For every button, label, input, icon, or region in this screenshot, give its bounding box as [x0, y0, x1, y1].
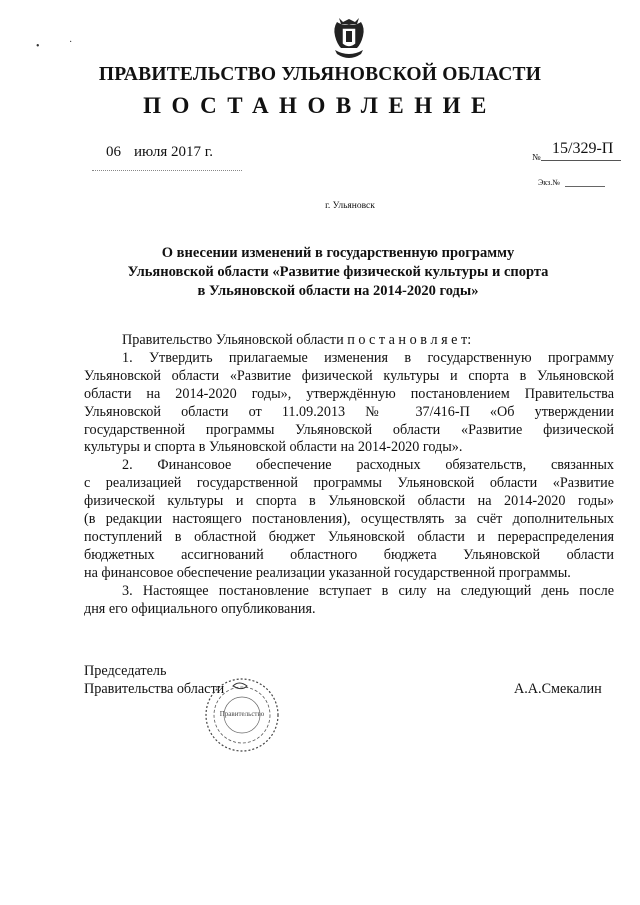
document-subject — [0, 244, 640, 301]
coat-of-arms-icon — [327, 14, 371, 64]
body-intro: Правительство Ульяновской области п о с т а н о в л я е т: — [122, 332, 472, 348]
city: г. Ульяновск — [325, 201, 375, 211]
copy-number-label: Экз.№ — [538, 178, 560, 187]
copy-number-underline — [565, 186, 605, 187]
body-line: государственной программы Ульяновской области «Развитие физической — [84, 421, 614, 438]
body-line: на финансовое обеспечение реализации указанной государственной программы. — [84, 564, 571, 581]
body-line: 1. Утвердить прилагаемые изменения в государственную программу — [122, 349, 614, 366]
date-month-year: июля 2017 г. — [134, 144, 213, 160]
body-line: физической культуры и спорта в Ульяновской области на 2014-2020 годы» — [84, 493, 614, 510]
date-day: 06 — [106, 144, 121, 160]
body-line: с реализацией государственной программы Ульяновской области «Развитие — [84, 475, 614, 492]
government-title: ПРАВИТЕЛЬСТВО УЛЬЯНОВСКОЙ ОБЛАСТИ — [98, 64, 542, 85]
body-line: культуры и спорта в Ульяновской области на 2014-2020 годы». — [84, 439, 463, 456]
body-line: дня его официального опубликования. — [84, 600, 316, 617]
body-line: бюджетных ассигнований областного бюджета Ульяновской области — [84, 546, 614, 563]
date-underline — [92, 170, 242, 171]
number-label: № — [532, 152, 541, 162]
signer-name: А.А.Смекалин — [514, 681, 602, 697]
number-underline — [541, 160, 621, 161]
body-line: поступлений в областной бюджет Ульяновской области и перераспределения — [84, 528, 614, 545]
subject-line: О внесении изменений в государственную программу — [161, 245, 515, 261]
signer-title-line1: Председатель — [84, 663, 167, 679]
scan-speck: · — [69, 37, 73, 48]
body-line: 3. Настоящее постановление вступает в силу на следующий день после — [122, 582, 614, 599]
stamp-text: Правительство — [219, 710, 265, 718]
subject-line: в Ульяновской области на 2014-2020 годы» — [197, 283, 479, 299]
official-stamp-icon — [203, 676, 281, 754]
body-line: (в редакции настоящего постановления), осуществлять за счёт дополнительных — [84, 511, 614, 528]
body-line: Ульяновской области от 11.09.2013 № 37/416-П «Об утверждении — [84, 403, 614, 420]
scan-speck: • — [36, 41, 40, 52]
signer-title-line2: Правительства области — [84, 681, 225, 697]
document-body — [84, 332, 614, 619]
document-number: 15/329-П — [552, 140, 614, 157]
document-type-heading: ПОСТАНОВЛЕНИЕ — [143, 93, 497, 118]
body-line: 2. Финансовое обеспечение расходных обязательств, связанных — [122, 457, 614, 474]
body-line: Ульяновской области «Развитие физической культуры и спорта в Ульяновской — [84, 367, 614, 384]
subject-line: Ульяновской области «Развитие физической культуры и спорта — [127, 264, 549, 280]
body-line: области на 2014-2020 годы», утверждённую постановлением Правительства — [84, 385, 614, 402]
